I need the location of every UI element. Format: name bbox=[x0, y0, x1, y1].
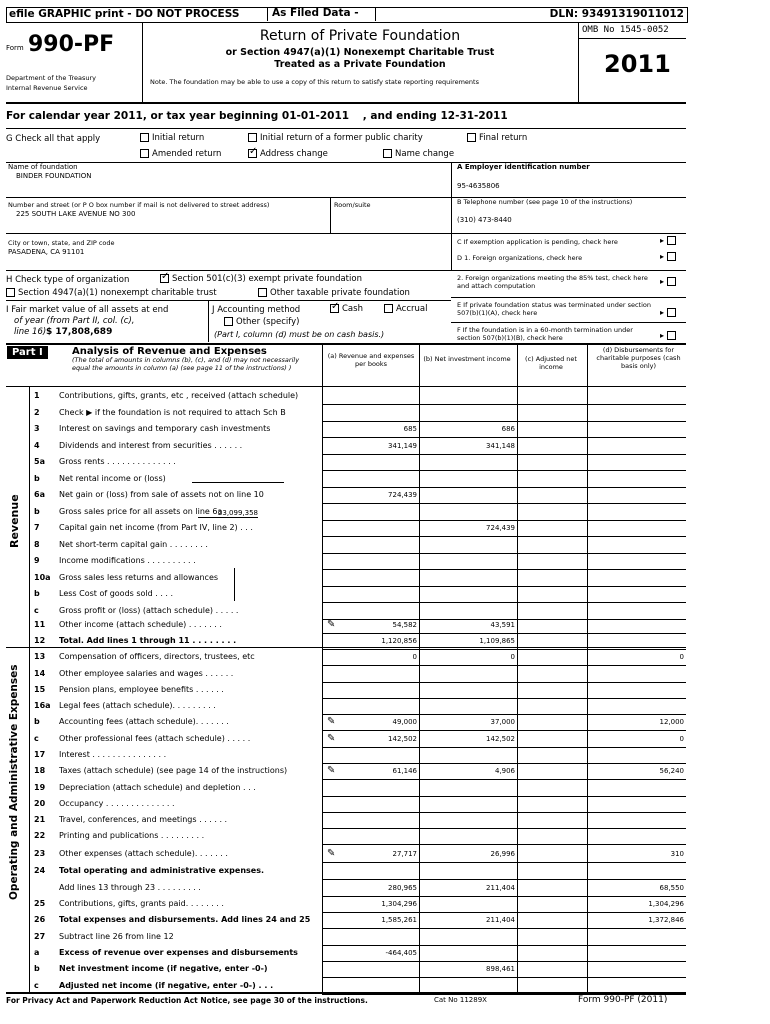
row-number: 15 bbox=[34, 685, 46, 694]
form-note: Note. The foundation may be able to use a copy of this return to satisfy state reporting requirements bbox=[150, 78, 479, 86]
row-label: Subtract line 26 from line 12 bbox=[59, 932, 174, 941]
row-number: 23 bbox=[34, 849, 46, 858]
row-value-a: 341,149 bbox=[388, 442, 417, 450]
row-number: 22 bbox=[34, 831, 46, 840]
row-value-b: 0 bbox=[510, 653, 515, 661]
j-label: J Accounting method bbox=[212, 305, 301, 315]
city-value: PASADENA, CA 91101 bbox=[8, 248, 85, 256]
row-label: Compensation of officers, directors, trustees, etc bbox=[59, 652, 255, 661]
row-value-b: 211,404 bbox=[486, 884, 515, 892]
row-number: b bbox=[34, 717, 40, 726]
s501-label: Section 501(c)(3) exempt private foundation bbox=[172, 274, 362, 284]
row-label: Occupancy . . . . . . . . . . . . . . bbox=[59, 799, 175, 808]
h-label: H Check type of organization bbox=[6, 275, 130, 285]
row-label: Net investment income (if negative, enter -0-) bbox=[59, 964, 268, 973]
row-number: b bbox=[34, 474, 40, 483]
row-label: Total operating and administrative expenses. bbox=[59, 866, 264, 875]
final-return-checkbox[interactable] bbox=[467, 133, 527, 143]
ein-value: 95-4635806 bbox=[457, 182, 500, 190]
row-value-b: 4,906 bbox=[494, 767, 515, 775]
cash-label: Cash bbox=[342, 304, 363, 314]
street-value: 225 SOUTH LAKE AVENUE NO 300 bbox=[16, 210, 136, 218]
s501-checkbox[interactable] bbox=[160, 274, 362, 284]
amended-return-label: Amended return bbox=[152, 149, 222, 159]
dln-label: DLN: 93491319011012 bbox=[549, 8, 684, 20]
part-title-note: (The total of amounts in columns (b), (c), and (d) may not necessarily equal the amounts in column (a) (see page 11 of the instructions) ) bbox=[72, 356, 300, 372]
row-number: 7 bbox=[34, 523, 40, 532]
row-value-a: 61,146 bbox=[392, 767, 417, 775]
initial-former-label: Initial return of a former public charity bbox=[260, 133, 423, 143]
row-number: c bbox=[34, 606, 39, 615]
col-d-header: (d) Disbursements for charitable purposes (cash basis only) bbox=[596, 346, 681, 370]
col-b-header: (b) Net investment income bbox=[423, 355, 511, 363]
row-number: 12 bbox=[34, 636, 46, 645]
row-number: 17 bbox=[34, 750, 46, 759]
row-number: 19 bbox=[34, 783, 46, 792]
row-number: 11 bbox=[34, 620, 46, 629]
part-title: Analysis of Revenue and Expenses bbox=[72, 346, 267, 357]
row-value-a: 685 bbox=[403, 425, 417, 433]
col-a-header: (a) Revenue and expenses per books bbox=[327, 352, 415, 368]
row-label: Excess of revenue over expenses and disbursements bbox=[59, 948, 298, 957]
row-number: 1 bbox=[34, 391, 40, 400]
row-number: 18 bbox=[34, 766, 46, 775]
row-6b-value: 23,099,358 bbox=[198, 509, 258, 518]
row-value-b: 724,439 bbox=[486, 524, 515, 532]
i-value: $ 17,808,689 bbox=[46, 327, 113, 337]
room-label: Room/suite bbox=[334, 201, 371, 209]
tax-year: 2011 bbox=[604, 50, 671, 78]
name-change-checkbox[interactable] bbox=[383, 149, 454, 159]
i-label-1: I Fair market value of all assets at end bbox=[6, 305, 169, 315]
row-label: Total expenses and disbursements. Add lines 24 and 25 bbox=[59, 915, 311, 924]
i-label-3: line 16) bbox=[14, 327, 47, 337]
i-label-2: of year (from Part II, col. (c), bbox=[14, 316, 135, 326]
row-number: b bbox=[34, 964, 40, 973]
side-revenue: Revenue bbox=[8, 494, 21, 548]
row-label: Taxes (attach schedule) (see page 14 of the instructions) bbox=[59, 766, 288, 775]
other-specify-label: Other (specify) bbox=[236, 317, 300, 327]
calendar-end: , and ending 12-31-2011 bbox=[362, 110, 508, 122]
row-value-a: 54,582 bbox=[392, 621, 417, 629]
street-label: Number and street (or P O box number if mail is not delivered to street address) bbox=[8, 201, 270, 209]
d2-checkbox[interactable]: ▸ bbox=[660, 277, 679, 286]
row-value-d: 68,550 bbox=[659, 884, 684, 892]
row-number: c bbox=[34, 981, 39, 990]
row-label: Legal fees (attach schedule). . . . . . . . . bbox=[59, 701, 216, 710]
row-value-a: -464,405 bbox=[385, 949, 417, 957]
form-header bbox=[6, 22, 686, 102]
foundation-name-label: Name of foundation bbox=[8, 163, 78, 171]
initial-return-label: Initial return bbox=[152, 133, 205, 143]
dept-treasury: Department of the Treasury bbox=[6, 74, 97, 82]
row-label: Net short-term capital gain . . . . . . . . bbox=[59, 540, 208, 549]
initial-former-checkbox[interactable] bbox=[248, 133, 423, 143]
row-value-a: 0 bbox=[412, 653, 417, 661]
omb-number: OMB No 1545-0052 bbox=[582, 25, 669, 35]
row-label: Less Cost of goods sold . . . . bbox=[59, 589, 174, 598]
dept-irs: Internal Revenue Service bbox=[6, 84, 88, 92]
row-label: Pension plans, employee benefits . . . . . . bbox=[59, 685, 224, 694]
row-value-b: 1,109,865 bbox=[479, 637, 515, 645]
calendar-begin: For calendar year 2011, or tax year beginning 01-01-2011 bbox=[6, 110, 350, 122]
row-label: Gross sales price for all assets on line 6a bbox=[59, 507, 223, 516]
row-number: 25 bbox=[34, 899, 46, 908]
row-value-d: 310 bbox=[670, 850, 684, 858]
row-value-a: 724,439 bbox=[388, 491, 417, 499]
row-number: 20 bbox=[34, 799, 46, 808]
row-number: 2 bbox=[34, 408, 40, 417]
row-label: Other income (attach schedule) . . . . . . . bbox=[59, 620, 222, 629]
address-change-checkbox[interactable] bbox=[248, 149, 328, 159]
efile-banner bbox=[6, 7, 688, 23]
row-label: Adjusted net income (if negative, enter -0-) . . . bbox=[59, 981, 274, 990]
row-label: Accounting fees (attach schedule). . . . . . . bbox=[59, 717, 229, 726]
row-number: 26 bbox=[34, 915, 46, 924]
phone-label: B Telephone number (see page 10 of the instructions) bbox=[457, 198, 633, 206]
form-prefix: Form bbox=[6, 44, 24, 52]
c-label: C If exemption application is pending, check here bbox=[457, 238, 618, 246]
row-number: 24 bbox=[34, 866, 46, 875]
attach-schedule-icon[interactable]: ✎ bbox=[327, 619, 336, 630]
row-number: a bbox=[34, 948, 40, 957]
row-value-b: 686 bbox=[501, 425, 515, 433]
row-number: 13 bbox=[34, 652, 46, 661]
row-label: Other expenses (attach schedule). . . . . . . bbox=[59, 849, 228, 858]
row-label: Capital gain net income (from Part IV, line 2) . . . bbox=[59, 523, 253, 532]
row-value-d: 0 bbox=[679, 653, 684, 661]
j-note: (Part I, column (d) must be on cash basis.) bbox=[214, 330, 385, 339]
efile-label: efile GRAPHIC print - DO NOT PROCESS bbox=[9, 8, 240, 20]
row-value-b: 341,148 bbox=[486, 442, 515, 450]
attach-schedule-icon[interactable]: ✎ bbox=[327, 733, 336, 744]
row-number: 6a bbox=[34, 490, 45, 499]
row-value-d: 12,000 bbox=[659, 718, 684, 726]
row-number: b bbox=[34, 589, 40, 598]
row-number: 4 bbox=[34, 441, 40, 450]
accrual-label: Accrual bbox=[396, 304, 428, 314]
row-number: 9 bbox=[34, 556, 40, 565]
row-value-a: 27,717 bbox=[392, 850, 417, 858]
final-return-label: Final return bbox=[479, 133, 528, 143]
c-checkbox[interactable]: ▸ bbox=[660, 236, 679, 245]
row-value-d: 0 bbox=[679, 735, 684, 743]
address-change-label: Address change bbox=[260, 149, 328, 159]
row-number: 8 bbox=[34, 540, 40, 549]
foundation-name: BINDER FOUNDATION bbox=[16, 172, 92, 180]
row-label: Interest on savings and temporary cash investments bbox=[59, 424, 271, 433]
row-label: Add lines 13 through 23 . . . . . . . . . bbox=[59, 883, 201, 892]
attach-schedule-icon[interactable]: ✎ bbox=[327, 765, 336, 776]
amended-return-checkbox[interactable] bbox=[140, 149, 221, 159]
f-checkbox[interactable]: ▸ bbox=[660, 331, 679, 340]
g-check-label: G Check all that apply bbox=[6, 134, 101, 144]
privacy-notice: For Privacy Act and Paperwork Reduction Act Notice, see page 30 of the instructions. bbox=[6, 996, 368, 1005]
attach-schedule-icon[interactable]: ✎ bbox=[327, 716, 336, 727]
cat-number: Cat No 11289X bbox=[434, 996, 487, 1004]
row-value-b: 898,461 bbox=[486, 965, 515, 973]
d1-label: D 1. Foreign organizations, check here bbox=[457, 254, 583, 262]
e-checkbox[interactable]: ▸ bbox=[660, 308, 679, 317]
s4947-checkbox[interactable] bbox=[6, 288, 217, 298]
row-value-b: 211,404 bbox=[486, 916, 515, 924]
row-value-d: 1,372,846 bbox=[648, 916, 684, 924]
form-subtitle-1: or Section 4947(a)(1) Nonexempt Charitable Trust bbox=[225, 47, 495, 58]
row-label: Depreciation (attach schedule) and depletion . . . bbox=[59, 783, 256, 792]
form-number: 990-PF bbox=[28, 32, 115, 57]
row-label: Net rental income or (loss) bbox=[59, 474, 166, 483]
form-title: Return of Private Foundation bbox=[259, 28, 461, 44]
row-value-a: 1,120,856 bbox=[381, 637, 417, 645]
row-label: Contributions, gifts, grants, etc , received (attach schedule) bbox=[59, 391, 299, 400]
row-value-b: 26,996 bbox=[490, 850, 515, 858]
e-label: E If private foundation status was terminated under section 507(b)(1)(A), check here bbox=[457, 301, 652, 317]
cash-checkbox[interactable] bbox=[330, 304, 363, 314]
row-label: Interest . . . . . . . . . . . . . . . bbox=[59, 750, 167, 759]
ein-label: A Employer identification number bbox=[457, 163, 590, 171]
row-number: 3 bbox=[34, 424, 40, 433]
row-label: Income modifications . . . . . . . . . . bbox=[59, 556, 196, 565]
accrual-checkbox[interactable] bbox=[384, 304, 427, 314]
row-number: 21 bbox=[34, 815, 46, 824]
row-label: Printing and publications . . . . . . . . . bbox=[59, 831, 205, 840]
s4947-label: Section 4947(a)(1) nonexempt charitable trust bbox=[18, 288, 217, 298]
row-value-a: 1,304,296 bbox=[381, 900, 417, 908]
row-label: Other professional fees (attach schedule) . . . . . bbox=[59, 734, 251, 743]
phone-value: (310) 473-8440 bbox=[457, 216, 512, 224]
d2-label: 2. Foreign organizations meeting the 85% test, check here and attach computation bbox=[457, 274, 648, 290]
initial-return-checkbox[interactable] bbox=[140, 133, 204, 143]
calendar-year-line bbox=[6, 110, 508, 122]
part-label: Part I bbox=[7, 346, 48, 359]
d1-checkbox[interactable]: ▸ bbox=[660, 252, 679, 261]
row-label: Gross profit or (loss) (attach schedule) . . . . . bbox=[59, 606, 239, 615]
row-number: 16a bbox=[34, 701, 51, 710]
row-label: Travel, conferences, and meetings . . . . . . bbox=[59, 815, 228, 824]
row-number: 5a bbox=[34, 457, 45, 466]
form-footer: Form 990-PF (2011) bbox=[578, 995, 668, 1005]
other-taxable-label: Other taxable private foundation bbox=[270, 288, 410, 298]
row-value-d: 56,240 bbox=[659, 767, 684, 775]
row-label: Dividends and interest from securities . . . . . . bbox=[59, 441, 243, 450]
row-value-a: 1,585,261 bbox=[381, 916, 417, 924]
attach-schedule-icon[interactable]: ✎ bbox=[327, 848, 336, 859]
row-value-a: 49,000 bbox=[392, 718, 417, 726]
col-c-header: (c) Adjusted net income bbox=[525, 355, 577, 371]
f-label: F If the foundation is in a 60-month termination under section 507(b)(1)(B), check here bbox=[457, 326, 633, 342]
row-number: c bbox=[34, 734, 39, 743]
city-label: City or town, state, and ZIP code bbox=[8, 239, 115, 247]
form-subtitle-2: Treated as a Private Foundation bbox=[274, 59, 446, 70]
row-value-a: 142,502 bbox=[388, 735, 417, 743]
row-value-b: 142,502 bbox=[486, 735, 515, 743]
row-number: 10a bbox=[34, 573, 51, 582]
row-value-d: 1,304,296 bbox=[648, 900, 684, 908]
row-label: Total. Add lines 1 through 11 . . . . . . . . bbox=[59, 636, 237, 645]
row-label: Contributions, gifts, grants paid. . . . . . . . bbox=[59, 899, 224, 908]
row-value-a: 280,965 bbox=[388, 884, 417, 892]
other-specify-checkbox[interactable] bbox=[224, 317, 299, 327]
row-value-b: 37,000 bbox=[490, 718, 515, 726]
row-label: Gross rents . . . . . . . . . . . . . . bbox=[59, 457, 176, 466]
row-label: Other employee salaries and wages . . . . . . bbox=[59, 669, 234, 678]
filed-label: As Filed Data - bbox=[267, 7, 376, 21]
other-taxable-checkbox[interactable] bbox=[258, 288, 410, 298]
row-number: 27 bbox=[34, 932, 46, 941]
row-label: Check ▶ if the foundation is not required to attach Sch B bbox=[59, 408, 286, 417]
row-number: b bbox=[34, 507, 40, 516]
row-label: Net gain or (loss) from sale of assets not on line 10 bbox=[59, 490, 264, 499]
row-number: 14 bbox=[34, 669, 46, 678]
name-change-label: Name change bbox=[395, 149, 455, 159]
row-value-b: 43,591 bbox=[490, 621, 515, 629]
row-label: Gross sales less returns and allowances bbox=[59, 573, 219, 582]
side-expenses: Operating and Administrative Expenses bbox=[8, 664, 20, 900]
